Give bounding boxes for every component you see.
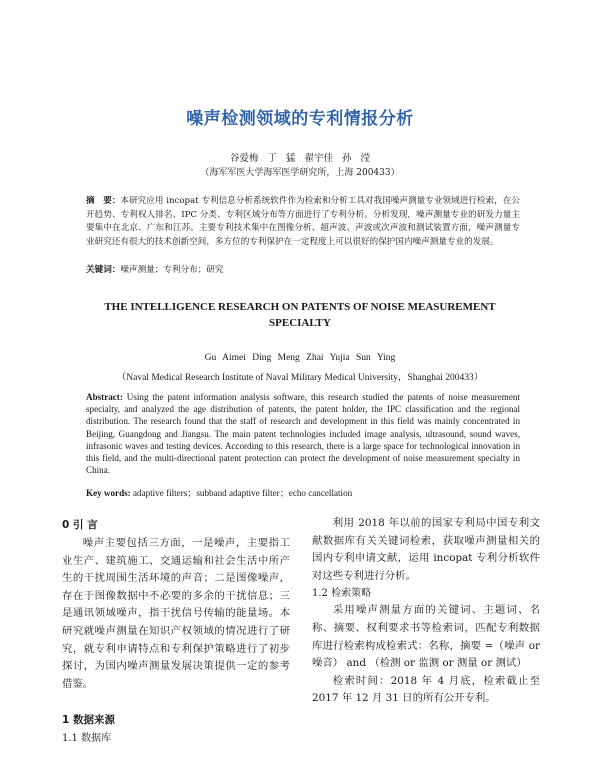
abstract-cn bbox=[86, 195, 520, 249]
left-column bbox=[62, 515, 290, 747]
abstract-en-label: Abstract: bbox=[86, 392, 123, 402]
subsection-heading-database: 1.1 数据库 bbox=[62, 733, 112, 745]
affiliation-en: （Naval Medical Research Institute of Naval Military Medical University，Shanghai 200433） bbox=[116, 373, 484, 383]
keywords-cn bbox=[86, 263, 520, 275]
abstract-cn-label: 摘 要： bbox=[86, 196, 121, 206]
search-strategy-paragraph: 采用噪声测量方面的关键词、主题词、名称、摘要、权利要求书等检索词，匹配专利数据库进行检索构成检索式：名称，摘要 =（噪声 or 噪音） and （检测 or 监测 or 测量 or 测试） bbox=[312, 604, 540, 670]
abstract-cn-text: 本研究应用 incopat 专利信息分析系统软件作为检索和分析工具对我国噪声测量专业领域进行检索，在公开趋势、专利权人排名、IPC 分类、专利区域分布等方面进行了专利分析。分析发现，噪声测量专业的研发力量主要集中在北京、广东和江苏。主要专利技术集中在图像分析、超声波、声波或次声波和测试装置方面，噪声测量专业研究还有很大的技术创新空间，多方位的专利保护在一定程度上可以很好的保护国内噪声测量专业的发展。 bbox=[86, 196, 520, 247]
right-column bbox=[312, 515, 540, 708]
keywords-cn-text: 噪声测量；专利分布；研究 bbox=[120, 265, 224, 275]
author-list-en: Gu Aimei Ding Meng Zhai Yujia Sun Ying bbox=[204, 353, 396, 363]
section-heading-introduction: 0 引 言 bbox=[62, 519, 98, 531]
section-heading-data-source: 1 数据来源 bbox=[62, 714, 115, 727]
paper-title: 噪声检测领域的专利情报分析 bbox=[186, 109, 414, 129]
affiliation: （海军军医大学海军医学研究所，上海 200433） bbox=[200, 168, 400, 178]
keywords-en-text: adaptive filters；subband adaptive filter；echo cancellation bbox=[130, 488, 353, 498]
keywords-en-label: Key words: bbox=[86, 488, 131, 498]
keywords-cn-label: 关键词： bbox=[86, 265, 121, 275]
keywords-en bbox=[86, 486, 520, 499]
abstract-en-text: Using the patent information analysis software, this research studied the patents of noise measurement specialty, and analyzed the age distribution of patents, the patent holder, the IPC classification and the regional distribution. The research found that the staff of research and development in this field was mainly concentrated in Beijing, Guangdong and Jiangsu. The main patent technologies included image analysis, ultrasound, sound waves, infrasonic waves and testing devices. According to this research, there is a large space for technological innovation in this field, and the multi-directional patent protection can protect the development of noise measurement specialty in China. bbox=[86, 392, 520, 476]
abstract-en bbox=[86, 391, 520, 476]
subsection-heading-search-strategy: 1.2 检索策略 bbox=[312, 588, 372, 600]
paper-title-en: THE INTELLIGENCE RESEARCH ON PATENTS OF NOISE MEASUREMENT SPECIALTY bbox=[104, 301, 496, 329]
database-paragraph: 利用 2018 年以前的国家专利局中国专利文献数据库有关关键词检索，获取噪声测量相关的国内专利申请文献，运用 incopat 专利分析软件对这些专利进行分析。 bbox=[312, 517, 540, 582]
search-time-paragraph: 检索时间：2018 年 4 月底，检索截止至 2017 年 12 月 31 日的所有公开专利。 bbox=[312, 674, 540, 705]
author-list: 谷爱梅 丁 猛 翟宇佳 孙 滢 bbox=[229, 153, 371, 164]
introduction-paragraph: 噪声主要包括三方面，一是噪声，主要指工业生产、建筑施工、交通运输和社会生活中所产生的干扰周围生活环境的声音；二是图像噪声，存在于图像数据中不必要的多余的干扰信息；三是通讯领域噪声，指干扰信号传输的能量场。本研究就噪声测量在知识产权领域的情况进行了研究，就专利申请特点和专利保护策略进行了初步探讨，为国内噪声测量发展决策提供一定的参考借鉴。 bbox=[62, 537, 290, 690]
